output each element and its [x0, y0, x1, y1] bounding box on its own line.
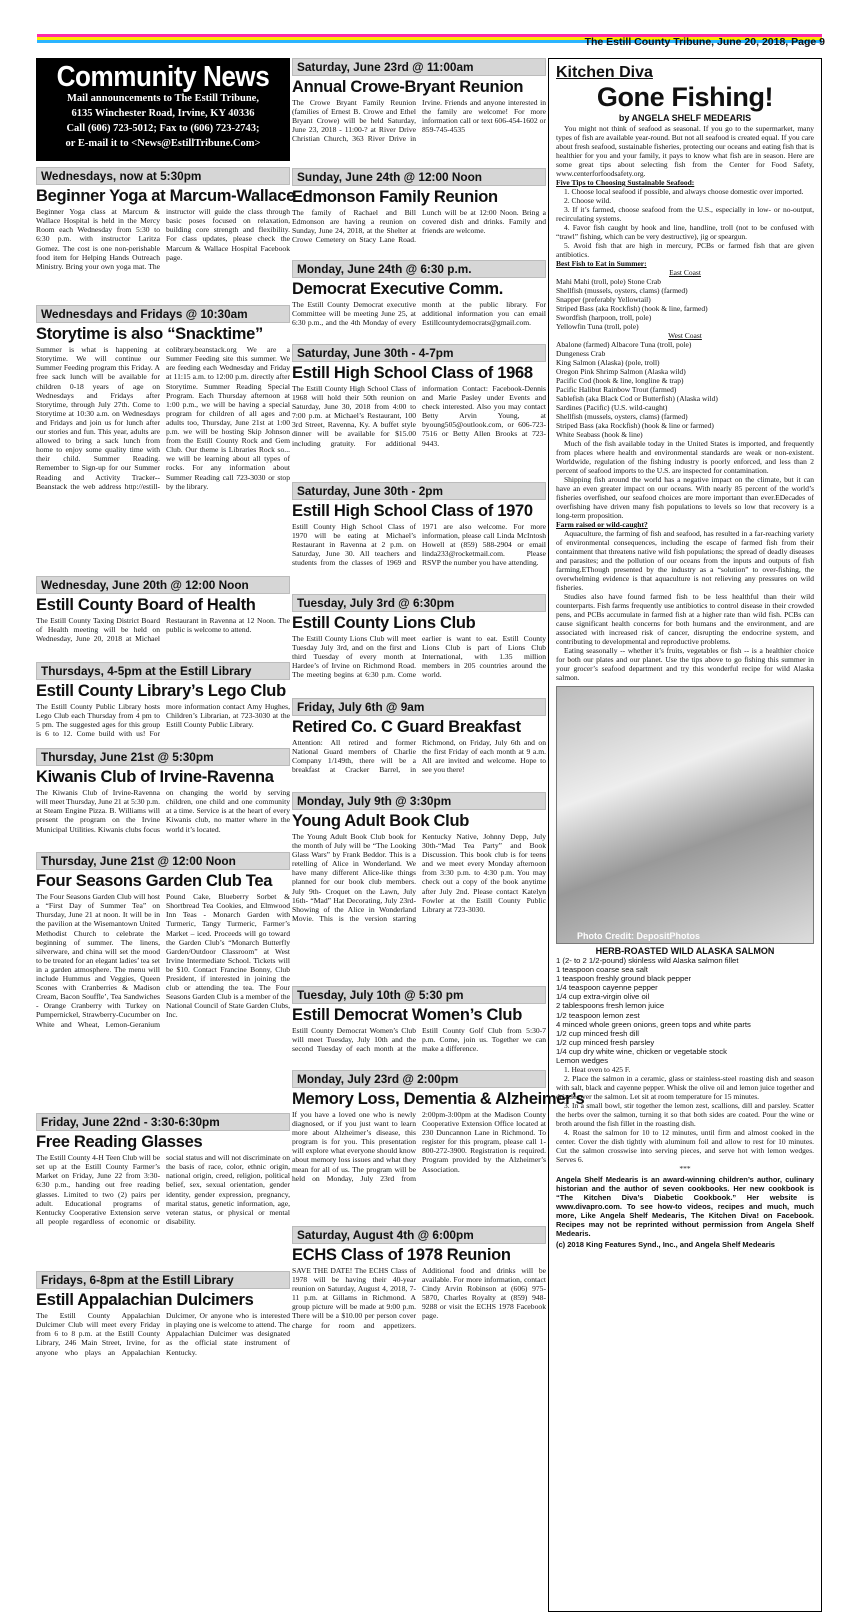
page-header: The Estill County Tribune, June 20, 2018, Page 9: [584, 36, 825, 48]
byline: by ANGELA SHELF MEDEARIS: [618, 113, 752, 123]
ingredient: 1/4 teaspoon cayenne pepper: [556, 983, 658, 993]
masthead-line: Call (606) 723-5012; Fax to (606) 723-2743;: [66, 122, 260, 134]
fish-item: Abalone (farmed) Albacore Tuna (troll, pole): [556, 340, 692, 349]
event-title: Memory Loss, Dementia & Alzheimer’s: [292, 1090, 585, 1108]
left-column: [36, 58, 296, 1369]
fish-item: Sablefish (aka Black Cod or Butterfish) (Alaska wild): [556, 394, 718, 403]
event-body: Attention: All retired and former National Guard members of Charlie Company 1/149th, there will be a breakfast at Cracker Barrel, in Richmond, on Friday, July 6th and on the first Friday of each month at 9 a.m. All are invited and welcome. Hope to see you there!: [292, 738, 546, 775]
event-class-1970: [292, 482, 546, 588]
event-body: The Crowe Bryant Family Reunion (families of Ernest B. Crowe and Ethel Bryant Crowe) will be held Saturday, June 23, 2018 - 11:00-? at River Drive Christian Church, 363 River Drive in Irvine. Friends and anyone interested in the family are welcome! For more information call or text 606-454-1602 or 859-745-4535: [292, 98, 546, 144]
event-democrat-exec: [292, 260, 546, 338]
tip-item: 1. Choose local seafood if possible, and always choose domestic over imported.: [564, 187, 804, 196]
event-date-bar: Saturday, June 23rd @ 11:00am: [292, 58, 546, 76]
event-body: The Estill County High School Class of 1968 will hold their 50th reunion on Saturday, June 30, 2018 from 4:00 to 7:00 p.m. at Michael’s Restaurant, 100 3rd Street, Ravenna, Ky. A buffet style dinner will be available for $15.00 including gratuity. For additional information Contact: Facebook-Dennis and Marie Pasley under Events and check interested. Also you may contact Betty Arvin Young, at byoung505@outlook.com, or 606-723-7516 or Betty Allen Brooks at 723-9443.: [292, 384, 546, 448]
event-body: The Estill County Public Library hosts Lego Club each Thursday from 4 pm to 5 pm. The suggested ages for this group is 6 to 12. Come build with us! For more information contact Amy Hughes, Children’s Librarian, at 723-3030 at the Estill County Public Library.: [36, 702, 290, 739]
west-coast-heading: West Coast: [668, 331, 702, 340]
ingredient: 2 tablespoons fresh lemon juice: [556, 1001, 665, 1011]
ingredient: 1 teaspoon freshly ground black pepper: [556, 974, 692, 984]
article-paragraph: Aquaculture, the farming of fish and seafood, has resulted in a far-reaching variety of environmental consequences, including the escape of farmed fish from their containment that threatens native wild fish populations; the spread of deadly diseases and parasites; and the pollution of our oceans from the inputs and outputs of fish farming.EThough presented by the industry as a “solution” to over-fishing, the overwhelming evidence is that aquaculture is not relieving any pressures on wild fisheries.: [556, 529, 814, 592]
event-date-bar: Tuesday, July 10th @ 5:30 pm: [292, 986, 546, 1004]
event-title: Young Adult Book Club: [292, 812, 469, 830]
event-title: Four Seasons Garden Club Tea: [36, 872, 273, 891]
tips-heading: Five Tips to Choosing Sustainable Seafood:: [556, 178, 695, 187]
author-bio: Angela Shelf Medearis is an award-winning children’s author, culinary historian and the author of seven cookbooks. Her new cookbook is “The Kitchen Diva’s Diabetic Cookbook.” Her website is www.divapro.com. To see how-to videos, recipes and much, much more, Like Angela Shelf Medearis, The Kitchen Diva! on Facebook. Recipes may not be reprinted without permission from Angela Shelf Medearis.: [556, 1175, 814, 1239]
recipe-step: 2. Place the salmon in a ceramic, glass or stainless-steel roasting dish and season with salt, black and cayenne pepper. Whisk the olive oil and lemon juice together and drizzle over the salmon. Let sit at room temperature for 15 minutes.: [556, 1074, 814, 1102]
event-date-bar: Wednesdays, now at 5:30pm: [36, 167, 290, 185]
column-kicker: Kitchen Diva: [556, 64, 653, 81]
recipe-step: 3. In a small bowl, stir together the lemon zest, scallions, dill and parsley. Scatter the herbs over the salmon, turning it so that both sides are coated. Pour the wine or broth around the fish fillet in the roasting dish.: [556, 1101, 814, 1129]
masthead-line: or E-mail it to <News@EstillTribune.Com>: [65, 137, 261, 149]
event-title: Estill County Board of Health: [36, 596, 256, 615]
fish-item: King Salmon (Alaska) (pole, troll): [556, 358, 660, 367]
fish-item: Oregon Pink Shrimp Salmon (Alaska wild): [556, 367, 686, 376]
event-date-bar: Thursdays, 4-5pm at the Estill Library: [36, 662, 290, 680]
event-body: The Kiwanis Club of Irvine-Ravenna will meet Thursday, June 21 at 5:30 p.m. at Steam Engine Pizza. B. Williams will present the program on the Irvine Municipal Utilities. Kiwanis clubs focus on changing the world by serving children, one child and one community at a time. Service is at the heart of every Kiwanis club, no matter where in the world it’s located.: [36, 788, 290, 834]
event-date-bar: Fridays, 6-8pm at the Estill Library: [36, 1271, 290, 1289]
event-body: The family of Rachael and Bill Edmonson are having a reunion on Sunday, June 24, 2018, at the Shelter at Crowe Cemetery on Stacy Lane Road. Lunch will be at 12:00 Noon. Bring a covered dish and drinks. Family and friends are welcome.: [292, 208, 546, 245]
event-storytime: [36, 305, 290, 570]
tip-item: 4. Favor fish caught by hook and line, handline, troll (not to be confused with “trawl” fishing, which can be very destructive), jig or speargun.: [556, 223, 814, 241]
event-body: If you have a loved one who is newly diagnosed, or if you just want to learn more about Alzheimer’s disease, this program is for you. This presentation will explore what everyone should know about memory loss issues and what they mean for all of us. The program will be held on Monday, July 23rd from 2:00pm-3:00pm at the Madison County Cooperative Extension Office located at 230 Duncannon Lane in Richmond. To register for this program, please call 1-800-272-3900. Registration is required. Program provided by the Alzheimer’s Association.: [292, 1110, 546, 1183]
event-title: Estill Appalachian Dulcimers: [36, 1291, 254, 1310]
event-body: The Estill County Taxing District Board of Health meeting will be held on Wednesday, June 20, 2018 at Michael Restaurant in Ravenna at 12 Noon. The public is welcome to attend.: [36, 616, 290, 644]
ingredient-list: [556, 956, 814, 1065]
event-date-bar: Monday, July 23rd @ 2:00pm: [292, 1070, 546, 1088]
salmon-photo: [556, 686, 814, 944]
event-title: Kiwanis Club of Irvine-Ravenna: [36, 768, 274, 787]
event-date-bar: Wednesdays and Fridays @ 10:30am: [36, 305, 290, 323]
event-date-bar: Wednesday, June 20th @ 12:00 Noon: [36, 576, 290, 594]
ingredient: 4 minced whole green onions, green tops and white parts: [556, 1019, 751, 1029]
fish-item: Striped Bass (aka Rockfish) (hook & line, farmed): [556, 304, 708, 313]
masthead-line: 6135 Winchester Road, Irvine, KY 40336: [71, 108, 255, 120]
fish-item: Mahi Mahi (troll, pole) Stone Crab: [556, 277, 661, 286]
event-title: Estill County Lions Club: [292, 614, 476, 632]
event-class-1968: [292, 344, 546, 476]
article-paragraph: Eating seasonally -- whether it’s fruits, vegetables or fish -- is a healthier choice for both our plates and our planet. Use the tips above to go fishing this summer in your grocer’s seafood department and try this wonderful recipe for wild Alaska salmon.: [556, 646, 814, 682]
event-title: Annual Crowe-Bryant Reunion: [292, 78, 524, 96]
event-body: SAVE THE DATE! The ECHS Class of 1978 will be having their 40-year reunion on Saturday, August 4, 2018, 7-11 p.m. at Gillams in Richmond. A group picture will be made at 9:00 p.m. There will be a $10.00 per person cover charge for room and appetizers. Additional food and drinks will be available. For more information, contact Cindy Arvin Robinson at (606) 975-5870, Charles Royalty at (859) 948-9288 or visit the ECHS 1978 Facebook page.: [292, 1266, 546, 1330]
event-yoga: [36, 167, 296, 299]
event-title: Estill High School Class of 1970: [292, 502, 533, 520]
photo-credit: Photo Credit: DepositPhotos: [577, 931, 700, 941]
event-body: The Four Seasons Garden Club will host a “First Day of Summer Tea” on Thursday, June 21 at noon. It will be in the pavilion at the Wisemantown United Methodist Church to celebrate the beginning of summer. The linens, silverware, and china will set the mood to be treated for an elegant ladies’ tea set in a garden atmosphere. The menu will include Hummus and Veggies, Queen Scones with Cranberries & Madison Cream, Bacon Souffle’, Tea Sandwiches - Orange Cranberry with Turkey on Pumpernickel, Strawberry-Cucumber on White and Wheat, Lemon-Geranium Pound Cake, Blueberry Sorbet & Shortbread Tea Cookies, and Elmwood Inn Teas - Monarch Garden with Turmeric, Tangy Turmeric, Farmer’s Market – iced. Proceeds will go toward the Garden Club’s “Monarch Butterfly Garden/Outdoor Classroom” at West Irvine Intermediate School. Tickets will be $10. Contact Francine Bonny, Club President, if interested in joining the club or attending the tea. The Four Seasons Garden Club is a member of the National Council of State Garden Clubs, Inc.: [36, 892, 290, 1029]
event-title: Edmonson Family Reunion: [292, 188, 498, 206]
event-crowe-bryant: [292, 58, 546, 162]
ingredient: 1 teaspoon coarse sea salt: [556, 965, 648, 975]
fish-item: Shellfish (mussels, oysters, clams) (farmed): [556, 412, 688, 421]
fish-item: Snapper (preferably Yellowtail): [556, 295, 651, 304]
fish-item: White Seabass (hook & line): [556, 430, 643, 439]
article-body: [556, 124, 814, 682]
event-body: Summer is what is happening at Storytime. We will continue our Summer Feeding program this Friday. A free sack lunch will be available for children 0-18 years of age on Wednesdays and Fridays after Storytime, through July 27th. Come to Storytime at 10:30 a.m. on Wednesdays and Fridays and join us for lunch after our stories and fun. This year, adults are allowed to bring a sack lunch from home to enjoy some quality time with their child. Summer Reading. Remember to Sign-up for our Summer Reading and Activity Tracker--Beanstack the web address http://estill-colibrary.beanstack.org We are a Summer Feeding site this summer. We are feeding each Wednesday and Friday at 11:15 a.m. to 12:00 p.m. directly after Storytime. Summer Reading Special Program. Each Thursday afternoon at 1:00 p.m., we will be having a special program for children of all ages and adults too, Thursday, June 21st at 1:00 p.m. we will be hosting Skip Johnson from the Estill County Rock and Gem Club. Our theme is Libraries Rock so... we will be learning about all types of rocks. For any information about Summer Reading call 723-3030 or stop by the library.: [36, 345, 290, 491]
best-fish-heading: Best Fish to Eat in Summer:: [556, 259, 647, 268]
tip-item: 5. Avoid fish that are high in mercury, PCBs or farmed fish that are given antibiotics.: [556, 241, 814, 259]
masthead-title: Community News: [56, 61, 270, 93]
masthead: [36, 58, 290, 161]
fish-item: Pacific Halibut Rainbow Trout (farmed): [556, 385, 677, 394]
event-date-bar: Tuesday, July 3rd @ 6:30pm: [292, 594, 546, 612]
ingredient: 1 (2- to 2 1/2-pound) skinless wild Alaska salmon fillet: [556, 956, 739, 965]
event-kiwanis: [36, 748, 290, 846]
event-title: Storytime is also “Snacktime”: [36, 325, 263, 344]
kitchen-diva-column: [548, 58, 822, 1612]
event-date-bar: Monday, July 9th @ 3:30pm: [292, 792, 546, 810]
east-coast-heading: East Coast: [669, 268, 701, 277]
event-body: The Estill County Lions Club will meet Tuesday July 3rd, and on the first and third Tuesday of every month at Hardee’s of Irvine on Richmond Road. The meeting begins at 6:30 p.m. Come earlier is want to eat. Estill County Lions Club is part of Lions Club International, with 1.35 million members in 205 countries around the world.: [292, 634, 546, 680]
ingredient: 1/4 cup extra-virgin olive oil: [556, 992, 650, 1002]
event-title: Democrat Executive Comm.: [292, 280, 504, 298]
event-body: The Estill County Appalachian Dulcimer Club will meet every Friday from 6 to 8 p.m. at the Estill County Library, 246 Main Street, Irvine, for anyone who plays an Appalachian Dulcimer, Or anyone who is interested in playing one is welcome to attend. The Appalachian Dulcimer was designated as the official state instrument of Kentucky.: [36, 1311, 290, 1357]
event-body: The Estill County 4-H Teen Club will be set up at the Estill County Farmer’s Market on Friday, June 22 from 3:30-6:30 p.m., handing out free reading glasses. Limited to two (2) pairs per adult. Educational programs of Kentucky Cooperative Extension serve all people regardless of economic or social status and will not discriminate on the basis of race, color, ethnic origin, national origin, creed, religion, political belief, sex, sexual orientation, gender identity, gender expression, pregnancy, marital status, genetic information, age, veteran status, or physical or mental disability.: [36, 1153, 291, 1226]
masthead-line: Mail announcements to The Estill Tribune,: [67, 93, 259, 105]
event-body: Beginner Yoga class at Marcum & Wallace Hospital is held in the Mercy Room each Wednesday from 5:30 to 6:30 p.m. with instructor Laritza Gomez. The cost is one non-perishable food item for Helping Hands Outreach Ministry. Bring your own yoga mat. The instructor will guide the class through basic poses focused on relaxation, building core strength and flexibility. For class updates, please check the Marcum & Wallace Hospital Facebook page.: [36, 207, 290, 271]
event-guard-breakfast: [292, 698, 546, 786]
separator-stars: ***: [679, 1164, 691, 1174]
event-body: Estill County High School Class of 1970 will be eating at Michael’s Restaurant in Ravenna at 2 p.m. on Saturday, June 30. All teachers and students from the classes of 1969 and 1971 are also welcome. For more information, please call Linda McIntosh Howell at (859) 588-2904 or email linda233@rocketmail.com. Please RSVP the number you have attending.: [292, 522, 546, 568]
fish-item: Pacific Cod (hook & line, longline & trap): [556, 376, 684, 385]
event-lego-club: [36, 662, 290, 742]
event-date-bar: Saturday, August 4th @ 6:00pm: [292, 1226, 546, 1244]
fish-item: Swordfish (harpoon, troll, pole): [556, 313, 652, 322]
ingredient: Lemon wedges: [556, 1056, 609, 1066]
event-board-of-health: [36, 576, 290, 656]
event-date-bar: Friday, June 22nd - 3:30-6:30pm: [36, 1113, 290, 1131]
fish-item: Sardines (Pacific) (U.S. wild-caught): [556, 403, 668, 412]
recipe-step: 4. Roast the salmon for 10 to 12 minutes, until firm and almost cooked in the center. Cover the dish tightly with aluminum foil and allow to rest for 10 minutes. Cut the salmon crosswise into serving pieces, and serve hot with lemon wedges. Serves 6.: [556, 1128, 814, 1165]
ingredient: 1/2 cup minced fresh parsley: [556, 1037, 655, 1047]
event-title: Estill County Library’s Lego Club: [36, 682, 286, 701]
event-dulcimers: [36, 1271, 290, 1369]
event-democrat-women: [292, 986, 546, 1064]
article-paragraph: Studies also have found farmed fish to be less healthful than their wild counterparts. Fish farms frequently use antibiotics to control disease in their crowded pens, and PCBs accumulate in farmed fish at a higher rate than wild fish. PCBs can cause significant health concerns for both humans and the environment, and are associated with increased risk of cancer, disrupting the endocrine system, and contributing to developmental and reproductive problems.: [556, 592, 814, 646]
event-date-bar: Saturday, June 30th - 4-7pm: [292, 344, 546, 362]
event-date-bar: Thursday, June 21st @ 5:30pm: [36, 748, 290, 766]
event-book-club: [292, 792, 546, 980]
event-body: The Young Adult Book Club book for the month of July will be “The Looking Glass Wars” by Frank Beddor. This is a retelling of Alice in Wonderland. We have many different Alice-like things planned for our book club members. July 9th- Croquet on the Lawn, July 16th- “Mad” Hat Decorating, July 23rd- Showing of the Alice in Wonderland Movie. This is the version starring Kentucky Native, Johnny Depp, July 30th-“Mad Tea Party” and Book Discussion. This book club is for teens and we meet every Monday afternoon from 3:30 p.m. to 4:30 p.m. You may check out a copy of the book anytime after July 2nd. Please contact Katelyn Fowler at the Estill County Public Library at 723-3030.: [292, 832, 546, 923]
ingredient: 1/2 cup minced fresh dill: [556, 1028, 639, 1038]
event-reading-glasses: [36, 1113, 290, 1265]
event-date-bar: Monday, June 24th @ 6:30 p.m.: [292, 260, 546, 278]
event-date-bar: Sunday, June 24th @ 12:00 Noon: [292, 168, 546, 186]
copyright-line: (c) 2018 King Features Synd., Inc., and Angela Shelf Medearis: [556, 1240, 775, 1250]
event-date-bar: Thursday, June 21st @ 12:00 Noon: [36, 852, 290, 870]
fish-item: Dungeness Crab: [556, 349, 606, 358]
ingredient: 1/2 teaspoon lemon zest: [556, 1010, 640, 1020]
event-body: The Estill County Democrat executive Committee will be meeting June 25, at 6:30 p.m., and the 4th Monday of every month at the public library. For additional information you can email Estillcountydemocrats@gmail.com.: [292, 300, 546, 328]
tip-item: 3. If it’s farmed, choose seafood from the U.S., especially in low- or no-output, recirculating systems.: [556, 205, 814, 223]
recipe-step: 1. Heat oven to 425 F.: [564, 1065, 631, 1075]
event-title: Retired Co. C Guard Breakfast: [292, 718, 521, 736]
farm-heading: Farm raised or wild-caught?: [556, 520, 648, 529]
fish-item: Shellfish (mussels, oysters, clams) (farmed): [556, 286, 688, 295]
event-title: Estill High School Class of 1968: [292, 364, 533, 382]
event-class-1978: [292, 1226, 546, 1366]
event-title: ECHS Class of 1978 Reunion: [292, 1246, 511, 1264]
event-lions-club: [292, 594, 546, 692]
fish-item: Striped Bass (aka Rockfish) (hook & line or farmed): [556, 421, 714, 430]
event-title: Beginner Yoga at Marcum-Wallace: [36, 187, 296, 206]
article-paragraph: Shipping fish around the world has a negative impact on the climate, but it can have an even greater impact on our oceans. With nearly 85 percent of the world’s fisheries overfished, our seafood choices are more important than ever.EDecades of overfishing have driven many fish populations to levels so low that recovery is a long-term proposition.: [556, 475, 814, 520]
tip-item: 2. Choose wild.: [564, 196, 612, 205]
ingredient: 1/4 cup dry white wine, chicken or vegetable stock: [556, 1046, 727, 1056]
event-memory-loss: [292, 1070, 585, 1220]
recipe-steps: [556, 1065, 814, 1173]
event-date-bar: Friday, July 6th @ 9am: [292, 698, 546, 716]
event-date-bar: Saturday, June 30th - 2pm: [292, 482, 546, 500]
event-garden-tea: [36, 852, 290, 1107]
event-title: Estill Democrat Women’s Club: [292, 1006, 522, 1024]
fish-item: Yellowfin Tuna (troll, pole): [556, 322, 639, 331]
event-title: Free Reading Glasses: [36, 1133, 203, 1152]
article-paragraph: Much of the fish available today in the United States is imported, and frequently from places where health and environmental standards are weak or non-existent. Worldwide, regulation of the fishing industry is poorly enforced, and less than 2 percent of seafood imports to the U.S. are inspected for contamination.: [556, 439, 814, 475]
event-body: Estill County Democrat Women’s Club will meet Tuesday, July 10th and the second Tuesday of each month at the Estill County Golf Club from 5:30-7 p.m. Come, join us. Together we can make a difference.: [292, 1026, 546, 1054]
recipe-title: HERB-ROASTED WILD ALASKA SALMON: [595, 946, 775, 956]
article-headline: Gone Fishing!: [596, 82, 774, 112]
intro-paragraph: You might not think of seafood as seasonal. If you go to the supermarket, many types of fish are available year-round. But not all seafood is created equal. If you care about fresh seafood, sustainable fisheries, protecting our oceans and eating fish that is healthier for you and your family, it pays to know what fish are in season. Here are some great tips about selecting fish from the Center for Food Safety, www.centerforfoodsafety.org.: [556, 124, 814, 178]
event-edmonson: [292, 168, 546, 254]
